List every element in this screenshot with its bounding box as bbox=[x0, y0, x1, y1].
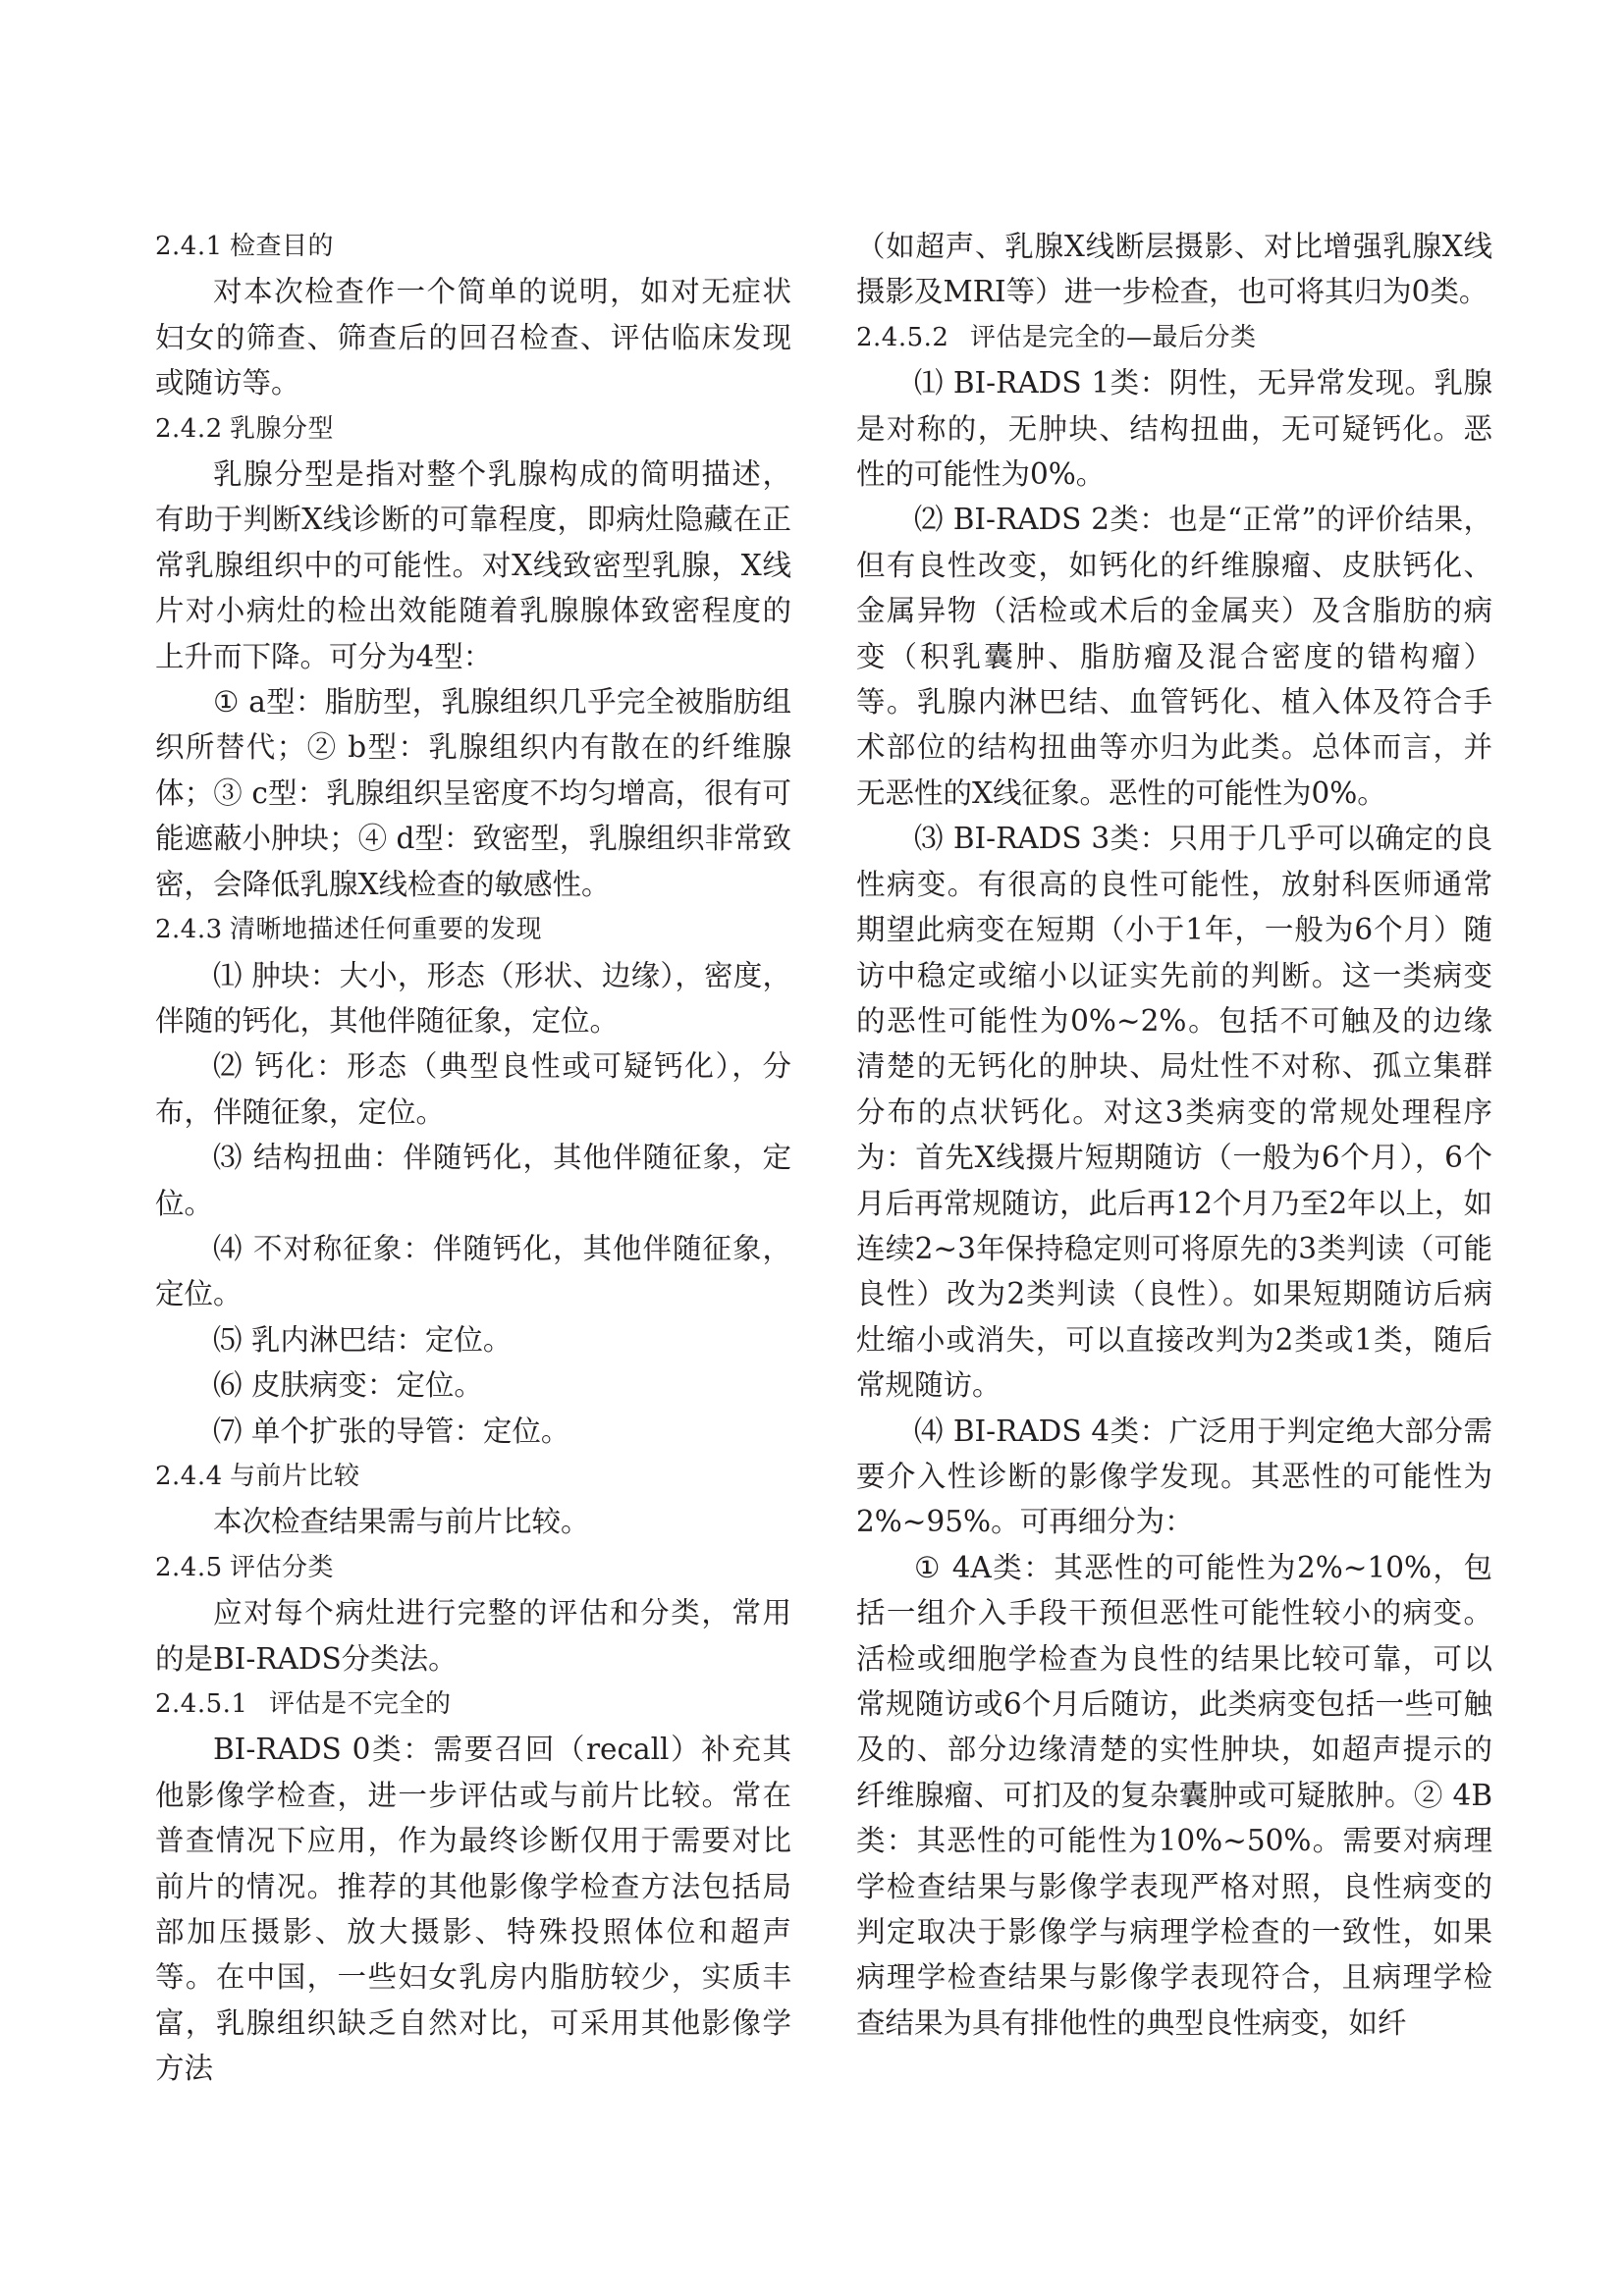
paragraph: ⑹ 皮肤病变：定位。 bbox=[213, 1368, 483, 1403]
paragraph: ⑷ BI-RADS 4类：广泛用于判定绝大部分需要介入性诊断的影像学发现。其恶性的可能性为2%~95%。可再细分为： bbox=[856, 1414, 1492, 1539]
section-number: 2.4.5 bbox=[155, 1552, 223, 1582]
paragraph: 乳腺分型是指对整个乳腺构成的简明描述，有助于判断X线诊断的可靠程度，即病灶隐藏在正常乳腺组织中的可能性。对X线致密型乳腺，X线片对小病灶的检出效能随着乳腺腺体致密程度的上升而下降。可分为4型： bbox=[155, 457, 791, 673]
paragraph: 本次检查结果需与前片比较。 bbox=[213, 1505, 590, 1539]
section-heading bbox=[856, 315, 1492, 360]
paragraph: ⑶ BI-RADS 3类：只用于几乎可以确定的良性病变。有很高的良性可能性，放射科医师通常期望此病变在短期（小于1年，一般为6个月）随访中稳定或缩小以证实先前的判断。这一类病变的恶性可能性为0%~2%。包括不可触及的边缘清楚的无钙化的肿块、局灶性不对称、孤立集群分布的点状钙化。对这3类病变的常规处理程序为：首先X线摄片短期随访（一般为6个月），6个月后再常规随访，此后再12个月乃至2年以上，如连续2~3年保持稳定则可将原先的3类判读（可能良性）改为2类判读（良性）。如果短期随访后病灶缩小或消失，可以直接改判为2类或1类，随后常规随访。 bbox=[856, 822, 1492, 1403]
section-title: 检查目的 bbox=[230, 232, 335, 261]
section-title: 乳腺分型 bbox=[230, 413, 335, 444]
section-number: 2.4.4 bbox=[155, 1461, 223, 1491]
right-column bbox=[856, 224, 1492, 2046]
paragraph: ⑵ BI-RADS 2类：也是“正常”的评价结果，但有良性改变，如钙化的纤维腺瘤、皮肤钙化、金属异物（活检或术后的金属夹）及含脂肪的病变（积乳囊肿、脂肪瘤及混合密度的错构瘤）等。乳腺内淋巴结、血管钙化、植入体及符合手术部位的结构扭曲等亦归为此类。总体而言，并无恶性的X线征象。恶性的可能性为0%。 bbox=[856, 503, 1492, 810]
section-number: 2.4.3 bbox=[155, 915, 223, 945]
paragraph: ⑸ 乳内淋巴结：定位。 bbox=[213, 1322, 513, 1357]
paragraph: 应对每个病灶进行完整的评估和分类，常用的是BI-RADS分类法。 bbox=[155, 1596, 791, 1676]
section-number: 2.4.1 bbox=[155, 232, 223, 261]
section-number: 2.4.5.2 bbox=[856, 322, 949, 352]
paragraph: ① a型：脂肪型，乳腺组织几乎完全被脂肪组织所替代；② b型：乳腺组织内有散在的纤维腺体；③ c型：乳腺组织呈密度不均匀增高，很有可能遮蔽小肿块；④ d型：致密型，乳腺组织非常致密，会降低乳腺X线检查的敏感性。 bbox=[155, 685, 791, 901]
paragraph: ⑷ 不对称征象：伴随钙化，其他伴随征象，定位。 bbox=[155, 1231, 791, 1311]
section-title: 评估是完全的—最后分类 bbox=[970, 322, 1257, 352]
paragraph: ⑺ 单个扩张的导管：定位。 bbox=[213, 1414, 570, 1448]
section-heading bbox=[155, 907, 791, 952]
left-column bbox=[155, 224, 791, 2092]
section-heading bbox=[155, 406, 791, 452]
section-heading bbox=[155, 1454, 791, 1499]
section-title: 评估是不完全的 bbox=[269, 1689, 452, 1719]
paragraph: ⑴ BI-RADS 1类：阴性，无异常发现。乳腺是对称的，无肿块、结构扭曲，无可疑钙化。恶性的可能性为0%。 bbox=[856, 366, 1492, 492]
paragraph: BI-RADS 0类：需要召回（recall）补充其他影像学检查，进一步评估或与前片比较。常在普查情况下应用，作为最终诊断仅用于需要对比前片的情况。推荐的其他影像学检查方法包括局部加压摄影、放大摄影、特殊投照体位和超声等。在中国，一些妇女乳房内脂肪较少，实质丰富，乳腺组织缺乏自然对比，可采用其他影像学方法 bbox=[155, 1733, 791, 2086]
section-title: 评估分类 bbox=[230, 1552, 335, 1582]
section-heading bbox=[155, 1682, 791, 1727]
paragraph: ⑶ 结构扭曲：伴随钙化，其他伴随征象，定位。 bbox=[155, 1141, 791, 1220]
section-heading bbox=[155, 224, 791, 269]
paragraph: ⑵ 钙化：形态（典型良性或可疑钙化），分布，伴随征象，定位。 bbox=[155, 1049, 791, 1129]
section-heading bbox=[155, 1545, 791, 1590]
paragraph-continued: （如超声、乳腺X线断层摄影、对比增强乳腺X线摄影及MRI等）进一步检查，也可将其归为0类。 bbox=[856, 230, 1492, 309]
section-title: 与前片比较 bbox=[230, 1461, 360, 1491]
section-number: 2.4.2 bbox=[155, 413, 223, 444]
section-title: 清晰地描述任何重要的发现 bbox=[230, 915, 543, 945]
paragraph: ⑴ 肿块：大小，形态（形状、边缘），密度，伴随的钙化，其他伴随征象，定位。 bbox=[155, 958, 791, 1038]
section-number: 2.4.5.1 bbox=[155, 1689, 248, 1719]
paragraph: ① 4A类：其恶性的可能性为2%~10%，包括一组介入手段干预但恶性可能性较小的病变。活检或细胞学检查为良性的结果比较可靠，可以常规随访或6个月后随访，此类病变包括一些可触及的、部分边缘清楚的实性肿块，如超声提示的纤维腺瘤、可扪及的复杂囊肿或可疑脓肿。② 4B类：其恶性的可能性为10%~50%。需要对病理学检查结果与影像学表现严格对照，良性病变的判定取决于影像学与病理学检查的一致性，如果病理学检查结果与影像学表现符合，且病理学检查结果为具有排他性的典型良性病变，如纤 bbox=[856, 1550, 1492, 2040]
paragraph: 对本次检查作一个简单的说明，如对无症状妇女的筛查、筛查后的回召检查、评估临床发现或随访等。 bbox=[155, 275, 791, 400]
